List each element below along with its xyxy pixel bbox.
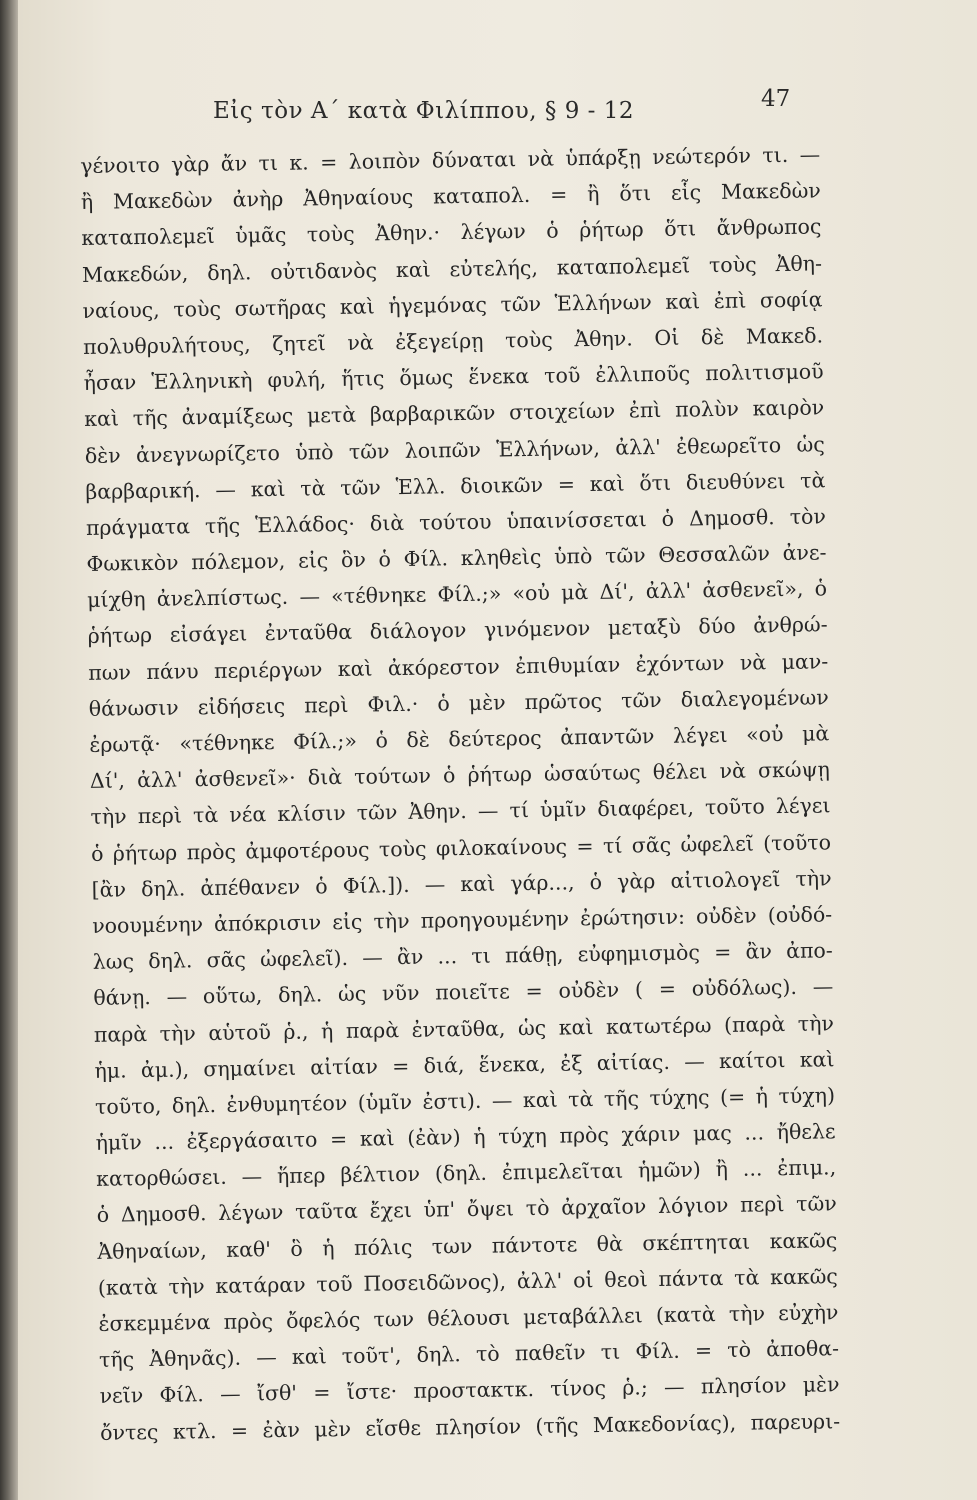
text-line: λως δηλ. σᾶς ὠφελεῖ). — ἂν ... τι πάθῃ, εὐφημισμὸς = ἂν ἀπο- [92, 938, 833, 975]
text-line: Ἀθηναίων, καθ' ὃ ἡ πόλις των πάντοτε θὰ σκέπτηται κακῶς [97, 1227, 838, 1264]
text-line: γένοιτο γὰρ ἄν τι κ. = λοιπὸν δύναται νὰ ὑπάρξῃ νεώτερόν τι. — [80, 142, 821, 178]
text-line: πολυθρυλήτους, ζητεῖ νὰ ἐξεγείρῃ τοὺς Ἀθην. Οἱ δὲ Μακεδ. [82, 323, 824, 359]
text-line: [ἂν δηλ. ἀπέθανεν ὁ Φίλ.]). — καὶ γάρ..., ὁ γὰρ αἰτιολογεῖ τὴν [91, 866, 832, 902]
text-line: καὶ τῆς ἀναμίξεως μετὰ βαρβαρικῶν στοιχείων ἐπὶ πολὺν καιρὸν [84, 395, 825, 432]
text-line: ὁ Δημοσθ. λέγων ταῦτα ἔχει ὑπ' ὄψει τὸ ἀρχαῖον λόγιον περὶ τῶν [96, 1191, 837, 1228]
text-line: ὄντες κτλ. = ἐὰν μὲν εἴσθε πλησίον (τῆς Μακεδονίας), παρευρι- [99, 1408, 841, 1445]
text-line: παρὰ τὴν αὑτοῦ ῥ., ἡ παρὰ ἐνταῦθα, ὡς καὶ κατωτέρω (παρὰ τὴν [93, 1010, 835, 1047]
text-line: ἡμ. ἀμ.), σημαίνει αἰτίαν = διά, ἕνεκα, ἐξ αἰτίας. — καίτοι καὶ [94, 1046, 835, 1083]
text-line: μίχθη ἀνελπίστως. — «τέθνηκε Φίλ.;» «οὐ μὰ Δί', ἀλλ' ἀσθενεῖ», ὁ [86, 576, 828, 613]
book-binding-edge [0, 0, 18, 1500]
commentary-text-block [80, 136, 841, 1445]
text-line: τοῦτο, δηλ. ἐνθυμητέον (ὑμῖν ἐστι). — καὶ τὰ τῆς τύχης (= ἡ τύχη) [94, 1083, 836, 1119]
page-number: 47 [761, 86, 791, 112]
text-line: θάνωσιν εἰδήσεις περὶ Φιλ.· ὁ μὲν πρῶτος τῶν διαλεγομένων [88, 685, 829, 721]
text-line: Δί', ἀλλ' ἀσθενεῖ»· διὰ τούτων ὁ ῥήτωρ ὡσαύτως θέλει νὰ σκώψῃ [89, 757, 831, 794]
running-title: Εἰς τὸν Α´ κατὰ Φιλίππου, § 9 - 12 [213, 98, 635, 124]
text-line: πράγματα τῆς Ἑλλάδος· διὰ τούτου ὑπαινίσσεται ὁ Δημοσθ. τὸν [85, 504, 827, 540]
page-sheet [18, 0, 977, 1500]
text-line: ἡμῖν ... ἐξεργάσαιτο = καὶ (ἐὰν) ἡ τύχη πρὸς χάριν μας ... ἤθελε [95, 1119, 836, 1155]
text-line: ἢ Μακεδὼν ἀνὴρ Ἀθηναίους καταπολ. = ἢ ὅτι εἷς Μακεδὼν [80, 178, 821, 215]
text-line: (κατὰ τὴν κατάραν τοῦ Ποσειδῶνος), ἀλλ' οἱ θεοὶ πάντα τὰ κακῶς [97, 1264, 839, 1300]
text-line: τῆς Ἀθηνᾶς). — καὶ τοῦτ', δηλ. τὸ παθεῖν τι Φίλ. = τὸ ἀποθα- [98, 1336, 840, 1373]
text-line: ῥήτωρ εἰσάγει ἐνταῦθα διάλογον γινόμενον μεταξὺ δύο ἀνθρώ- [87, 612, 828, 649]
text-line: ἐρωτᾷ· «τέθνηκε Φίλ.;» ὁ δὲ δεύτερος ἀπαντῶν λέγει «οὐ μὰ [89, 721, 830, 757]
text-line: Φωκικὸν πόλεμον, εἰς ὃν ὁ Φίλ. κληθεὶς ὑπὸ τῶν Θεσσαλῶν ἀνε- [86, 540, 827, 577]
text-line: ναίους, τοὺς σωτῆρας καὶ ἡγεμόνας τῶν Ἑλλήνων καὶ ἐπὶ σοφίᾳ [82, 287, 823, 323]
text-line: ἐσκεμμένα πρὸς ὄφελός των θέλουσι μεταβάλλει (κατὰ τὴν εὐχὴν [98, 1300, 839, 1336]
text-line: ἦσαν Ἑλληνικὴ φυλή, ἥτις ὅμως ἕνεκα τοῦ ἐλλιποῦς πολιτισμοῦ [83, 359, 824, 396]
text-line: τὴν περὶ τὰ νέα κλίσιν τῶν Ἀθην. — τί ὑμῖν διαφέρει, τοῦτο λέγει [90, 793, 831, 830]
text-line: κατορθώσει. — ἥπερ βέλτιον (δηλ. ἐπιμελεῖται ἡμῶν) ἢ ... ἐπιμ., [96, 1155, 837, 1192]
text-line: βαρβαρική. — καὶ τὰ τῶν Ἑλλ. διοικῶν = καὶ ὅτι διευθύνει τὰ [85, 468, 826, 504]
text-line: νοουμένην ἀπόκρισιν εἰς τὴν προηγουμένην ἐρώτησιν: οὐδὲν (οὐδό- [92, 902, 833, 938]
text-line: δὲν ἀνεγνωρίζετο ὑπὸ τῶν λοιπῶν Ἑλλήνων, ἀλλ' ἐθεωρεῖτο ὡς [84, 431, 825, 468]
text-line: νεῖν Φίλ. — ἴσθ' = ἴστε· προστακτκ. τίνος ῥ.; — πλησίον μὲν [99, 1372, 840, 1409]
text-line: θάνῃ. — οὕτω, δηλ. ὡς νῦν ποιεῖτε = οὐδὲν ( = οὐδόλως). — [93, 974, 834, 1011]
text-line: πων πάνυ περιέργων καὶ ἀκόρεστον ἐπιθυμίαν ἐχόντων νὰ μαν- [88, 648, 829, 685]
text-line: ὁ ῥήτωρ πρὸς ἀμφοτέρους τοὺς φιλοκαίνους = τί σᾶς ὠφελεῖ (τοῦτο [90, 829, 832, 866]
text-line: Μακεδών, δηλ. οὐτιδανὸς καὶ εὐτελής, καταπολεμεῖ τοὺς Ἀθη- [81, 250, 823, 287]
text-line: καταπολεμεῖ ὑμᾶς τοὺς Ἀθην.· λέγων ὁ ῥήτωρ ὅτι ἄνθρωπος [81, 214, 822, 251]
